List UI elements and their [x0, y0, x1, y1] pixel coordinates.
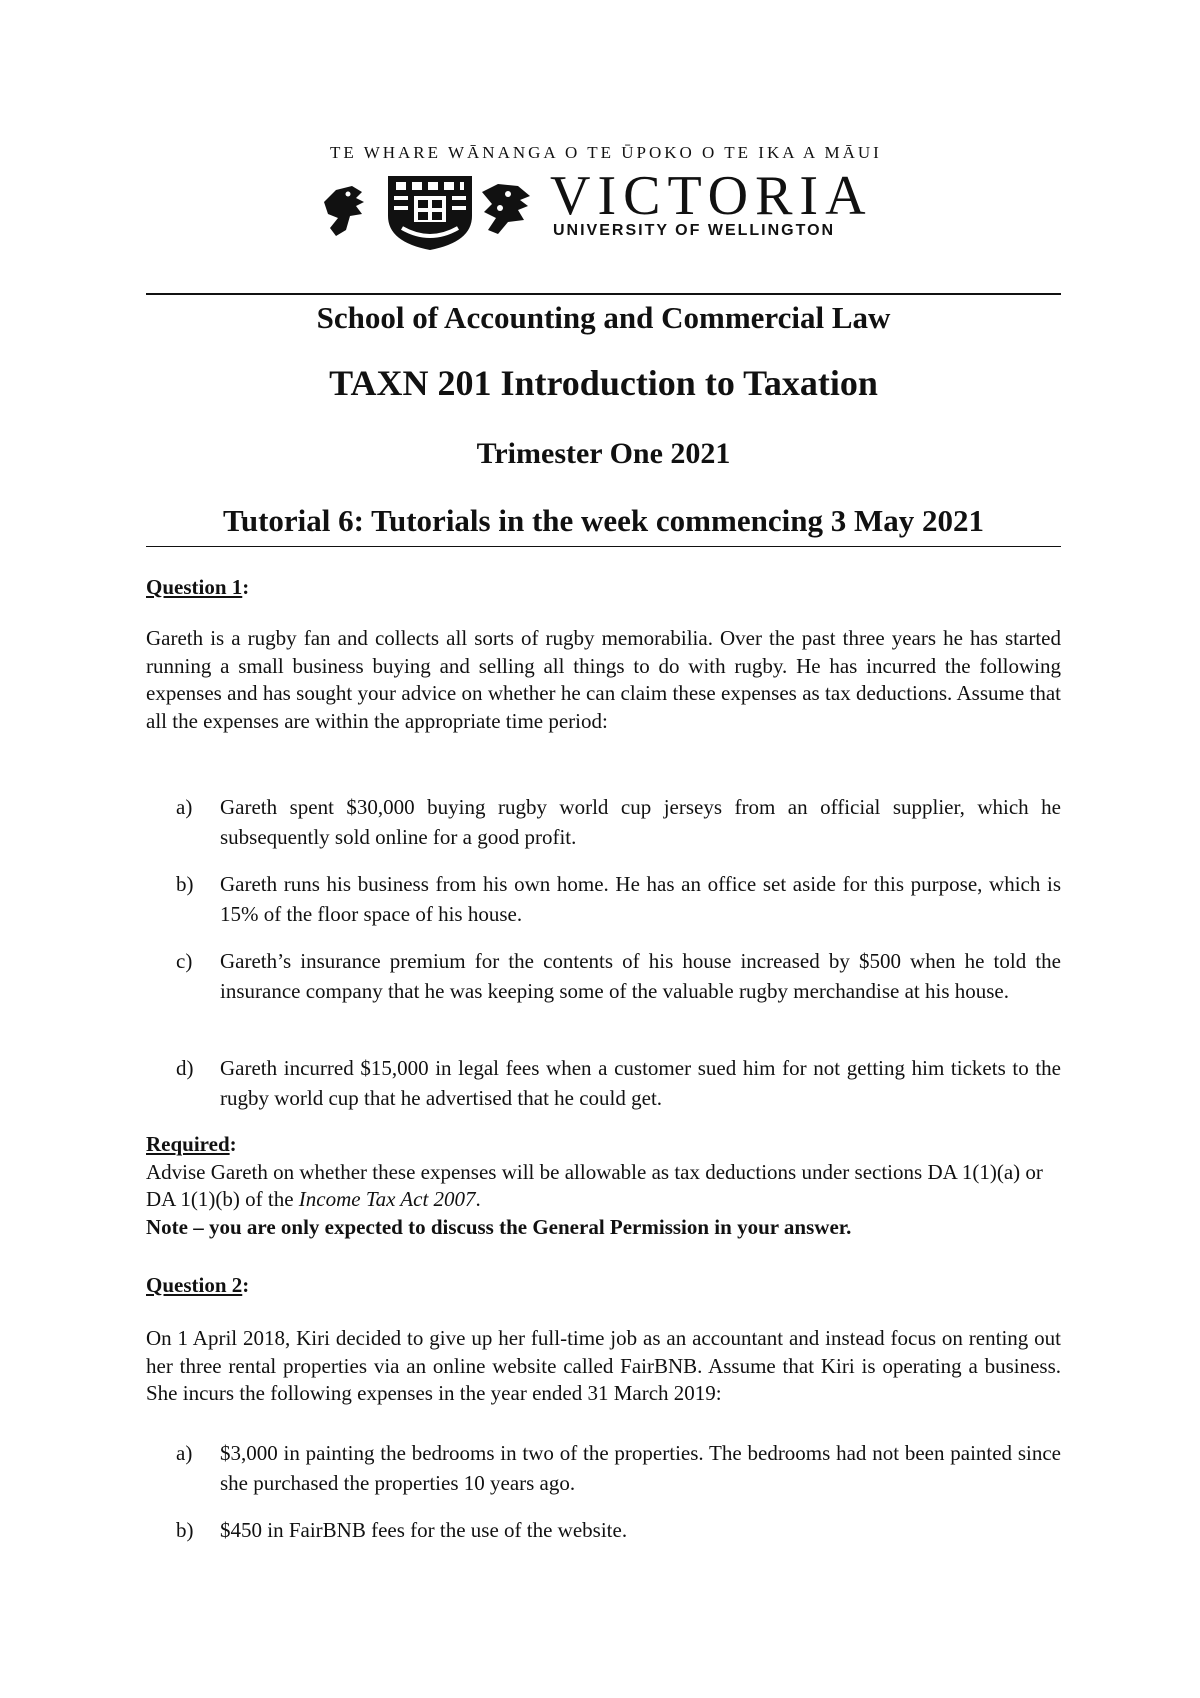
list-item	[176, 946, 1061, 1006]
required-section: Required: Advise Gareth on whether these expenses will be allowable as tax deductions under sections DA 1(1)(a) or DA 1(1)(b) of the Income Tax Act 2007. Note – you are only expected to discuss the General Permission in your answer.	[146, 1132, 1043, 1239]
required-text: Advise Gareth on whether these expenses will be allowable as tax deductions under sections DA 1(1)(a) or DA 1(1)(b) of the	[146, 1159, 1043, 1211]
required-heading: Required	[146, 1132, 230, 1156]
title-rule	[146, 546, 1061, 547]
question-1-label: Question 1	[146, 575, 243, 599]
question-1-intro: Gareth is a rugby fan and collects all sorts of rugby memorabilia. Over the past three years he has started running a small business buying and selling all things to do with rugby. He has incurred the following expenses and has sought your advice on whether he can claim these expenses as tax deductions. Assume that all the expenses are within the appropriate time period:	[146, 626, 1061, 733]
list-item	[176, 869, 1061, 929]
list-item-marker: d)	[176, 1056, 194, 1080]
list-item	[176, 792, 1061, 852]
term-title: Trimester One 2021	[476, 437, 731, 470]
header-rule	[146, 293, 1061, 295]
list-item-text: Gareth spent $30,000 buying rugby world cup jerseys from an official supplier, which he subsequently sold online for a good profit.	[220, 795, 1061, 849]
note-text: Note – you are only expected to discuss the General Permission in your answer.	[146, 1214, 852, 1239]
university-name: VICTORIA	[550, 165, 873, 227]
list-item-text: $3,000 in painting the bedrooms in two of the properties. The bedrooms had not been painted since she purchased the properties 10 years ago.	[220, 1441, 1061, 1495]
university-subtitle: UNIVERSITY OF WELLINGTON	[553, 222, 836, 239]
tutorial-title: Tutorial 6: Tutorials in the week commencing 3 May 2021	[223, 503, 984, 538]
university-motto: TE WHARE WĀNANGA O TE ŪPOKO O TE IKA A MĀUI	[330, 143, 882, 162]
act-title: Income Tax Act 2007	[298, 1187, 476, 1211]
list-item-text: Gareth’s insurance premium for the contents of his house increased by $500 when he told the insurance company that he was keeping some of the valuable rugby merchandise at his house.	[220, 949, 1061, 1003]
list-item	[176, 1515, 1061, 1545]
list-item-marker: a)	[176, 795, 193, 819]
question-2-label: Question 2	[146, 1273, 243, 1297]
list-item-text: Gareth incurred $15,000 in legal fees when a customer sued him for not getting him tickets to the rugby world cup that he advertised that he could get.	[220, 1056, 1061, 1110]
list-item-marker: c)	[176, 949, 193, 973]
course-title: TAXN 201 Introduction to Taxation	[329, 363, 878, 403]
list-item	[176, 1053, 1061, 1113]
school-title: School of Accounting and Commercial Law	[316, 300, 891, 335]
question-1-heading: Question 1:	[146, 575, 250, 599]
question-2-intro: On 1 April 2018, Kiri decided to give up her full-time job as an accountant and instead focus on renting out her three rental properties via an online website called FairBNB. Assume that Kiri is operating a business. She incurs the following expenses in the year ended 31 March 2019:	[146, 1326, 1061, 1405]
question-2-heading: Question 2:	[146, 1273, 250, 1297]
list-item-marker: a)	[176, 1441, 193, 1465]
university-crest-icon	[322, 172, 544, 257]
list-item	[176, 1438, 1061, 1498]
list-item-marker: b)	[176, 1518, 194, 1542]
list-item-marker: b)	[176, 872, 194, 896]
list-item-text: Gareth runs his business from his own home. He has an office set aside for this purpose, which is 15% of the floor space of his house.	[220, 872, 1061, 926]
list-item-text: $450 in FairBNB fees for the use of the website.	[220, 1518, 628, 1542]
